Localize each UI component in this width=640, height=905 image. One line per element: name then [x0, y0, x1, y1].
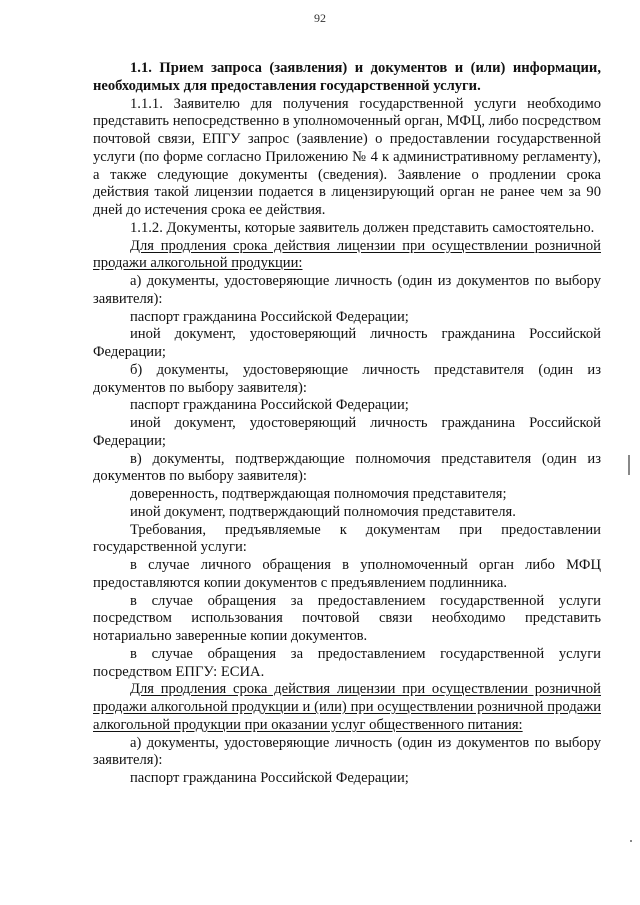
scan-mark [630, 840, 632, 842]
requirement-personal-visit: в случае личного обращения в уполномоченный орган либо МФЦ предоставляются копии документов с предъявлением подлинника. [93, 557, 601, 591]
item-b-passport: паспорт гражданина Российской Федерации; [130, 397, 409, 414]
item-v-representative-authority: в) документы, подтверждающие полномочия представителя (один из документов по выбору заявителя): [93, 450, 601, 485]
item-v-other-document: иной документ, подтверждающий полномочия представителя. [130, 503, 516, 520]
paragraph-1-1-2: 1.1.2. Документы, которые заявитель должен представить самостоятельно. [130, 219, 595, 236]
item-a-passport-2: паспорт гражданина Российской Федерации; [130, 770, 409, 786]
subsection-title-catering: Для продления срока действия лицензии при осуществлении розничной продажи алкогольной продукции и (или) при осуществлении розничной продажи алкогольной продукции при оказании услуг общественного питания: [93, 681, 601, 733]
item-a-other-document: иной документ, удостоверяющий личность гражданина Российской Федерации; [93, 326, 601, 360]
page-number: 92 [314, 11, 326, 25]
subsection-title-retail: Для продления срока действия лицензии при осуществлении розничной продажи алкогольной продукции: [93, 237, 601, 272]
item-b-representative-identity: б) документы, удостоверяющие личность представителя (один из документов по выбору заявителя): [93, 361, 601, 396]
section-heading: 1.1. Прием запроса (заявления) и документов и (или) информации, необходимых для предоставления государственной услуги. [93, 60, 601, 94]
scan-mark [628, 455, 630, 475]
document-body [93, 60, 601, 788]
item-a-passport: паспорт гражданина Российской Федерации; [130, 308, 409, 325]
item-b-other-document: иной документ, удостоверяющий личность гражданина Российской Федерации; [93, 415, 601, 449]
item-a-identity: а) документы, удостоверяющие личность (один из документов по выбору заявителя): [93, 273, 601, 307]
requirement-postal: в случае обращения за предоставлением государственной услуги посредством использования почтовой связи необходимо представить нотариально заверенные копии документов. [93, 592, 601, 644]
item-v-power-of-attorney: доверенность, подтверждающая полномочия представителя; [130, 486, 507, 502]
requirements-intro: Требования, предъявляемые к документам при предоставлении государственной услуги: [93, 521, 601, 556]
item-a-identity-2: а) документы, удостоверяющие личность (один из документов по выбору заявителя): [93, 734, 601, 769]
requirement-epgu: в случае обращения за предоставлением государственной услуги посредством ЕПГУ: ЕСИА. [93, 645, 601, 680]
paragraph-1-1-1: 1.1.1. Заявителю для получения государственной услуги необходимо представить непосредственно в уполномоченный орган, МФЦ, либо посредством почтовой связи, ЕПГУ запрос (заявление) о предоставлении государственной услуги (по форме согласно Приложению № 4 к административному регламенту), а также следующие документы (сведения). Заявление о продлении срока действия такой лицензии подается в лицензирующий орган не ранее чем за 90 дней до истечения срока ее действия. [93, 95, 602, 218]
